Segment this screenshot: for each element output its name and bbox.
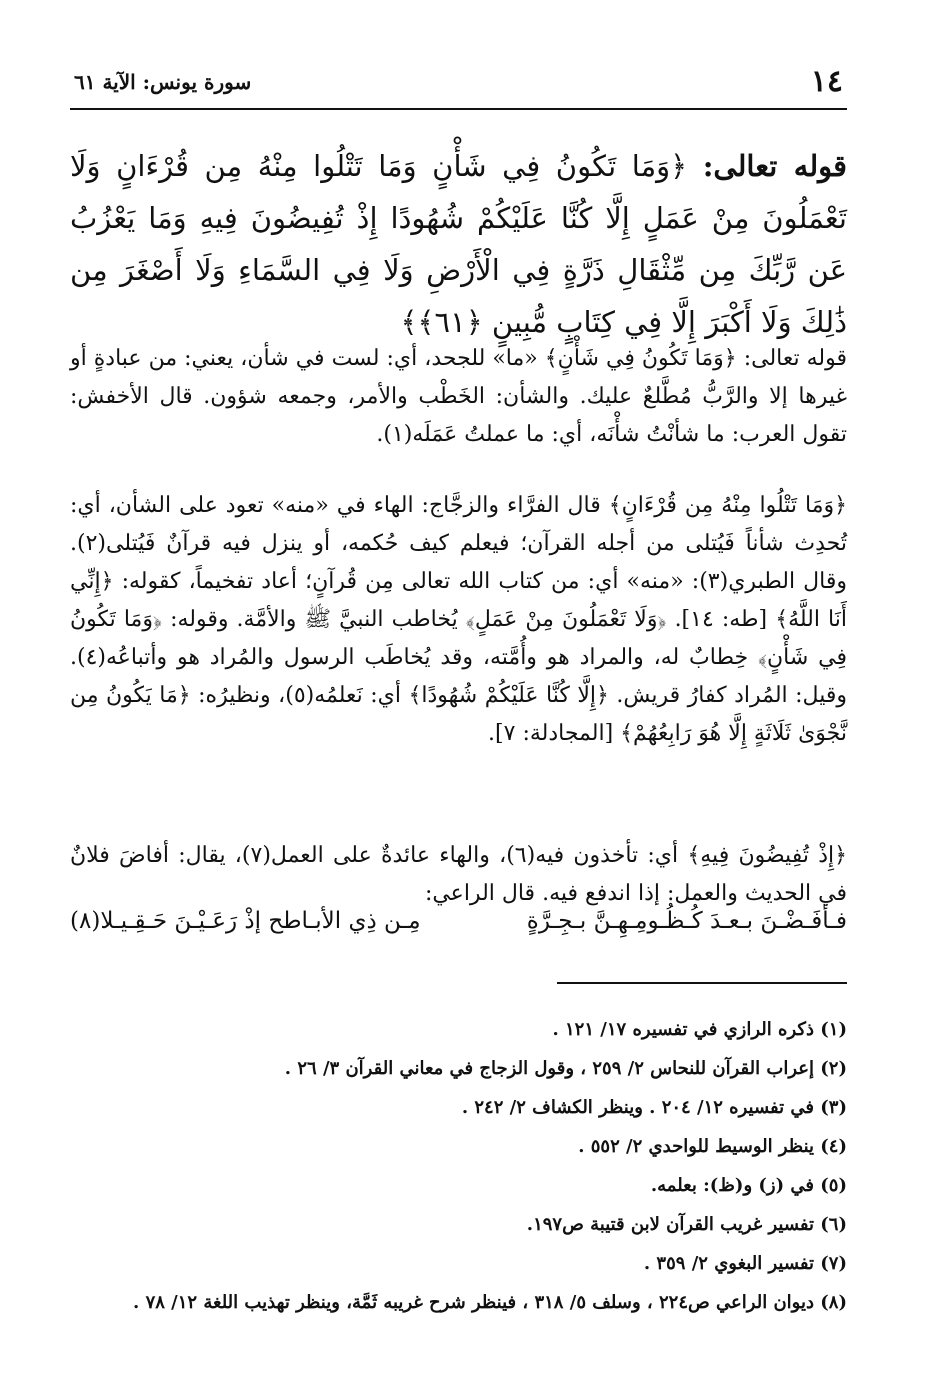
footnotes-list bbox=[70, 1010, 847, 1322]
footnote: (٣) في تفسيره ١٢/ ٢٠٤ . وينظر الكشاف ٢/ ٢٤٢ . bbox=[461, 1097, 847, 1118]
footnote-separator bbox=[557, 982, 847, 984]
poetry-verse bbox=[70, 908, 847, 952]
page-header bbox=[70, 62, 847, 110]
footnote: (٦) تفسير غريب القرآن لابن قتيبة ص١٩٧. bbox=[526, 1214, 847, 1235]
footnote: (٤) ينظر الوسيط للواحدي ٢/ ٥٥٢ . bbox=[578, 1136, 847, 1157]
verse-intro: قوله تعالى: bbox=[702, 149, 848, 183]
verse-text: ﴿وَمَا تَكُونُ فِي شَأْنٍ وَمَا تَتْلُوا مِنْهُ مِن قُرْءَانٍ وَلَا تَعْمَلُونَ مِنْ عَمَلٍ إِلَّا كُنَّا عَلَيْكُمْ شُهُودًا إِذْ تُفِيضُونَ فِيهِ وَمَا يَعْزُبُ عَن رَّبِّكَ مِن مِّثْقَالِ ذَرَّةٍ فِي الْأَرْضِ وَلَا فِي السَّمَاءِ وَلَا أَصْغَرَ مِن ذَٰلِكَ وَلَا أَكْبَرَ إِلَّا فِي كِتَابٍ مُّبِينٍ ﴿٦١﴾﴾ bbox=[70, 149, 847, 339]
quran-verse bbox=[70, 140, 847, 348]
poem-hemistich-2: مِـن ذِي الأبـاطح إذْ رَعَـيْـنَ حَـقِـيـلا(٨) bbox=[70, 908, 421, 934]
poem-hemistich-1: فـأفَـضْـنَ بـعـدَ كُـظُـومِـهِـنَّ بـجِـرَّةٍ bbox=[526, 908, 847, 934]
commentary-paragraph-1: قوله تعالى: ﴿وَمَا تَكُونُ فِي شَأْنٍ﴾ «ما» للجحد، أي: لست في شأن، يعني: من عبادةٍ أو غيرها إلا والرَّبُّ مُطَّلعٌ عليك. والشأن: الخَطْب والأمر، وجمعه شؤون. قال الأخفش: تقول العرب: ما شأنْتُ شأْنَه، أي: ما عملتُ عَمَلَه(١). bbox=[70, 346, 847, 447]
footnote: (٧) تفسير البغوي ٢/ ٣٥٩ . bbox=[643, 1253, 847, 1274]
footnote: (٢) إعراب القرآن للنحاس ٢/ ٢٥٩ ، وقول الزجاج في معاني القرآن ٣/ ٢٦ . bbox=[284, 1058, 847, 1079]
page-number: ١٤ bbox=[810, 64, 843, 99]
commentary-paragraph-3: ﴿إِذْ تُفِيضُونَ فِيهِ﴾ أي: تأخذون فيه(٦)، والهاء عائدةٌ على العمل(٧)، يقال: أفاضَ فلانٌ في الحديث والعمل: إذا اندفع فيه. قال الراعي: bbox=[70, 843, 847, 906]
footnote: (٨) ديوان الراعي ص٢٢٤ ، وسلف ٥/ ٣١٨ ، فينظر شرح غريبه ثَمَّة، وينظر تهذيب اللغة ١٢/ ٧٨ . bbox=[133, 1292, 847, 1313]
footnote: (١) ذكره الرازي في تفسيره ١٧/ ١٢١ . bbox=[552, 1019, 847, 1040]
running-title: سورة يونس: الآية ٦١ bbox=[74, 70, 252, 94]
commentary-paragraph-2: ﴿وَمَا تَتْلُوا مِنْهُ مِن قُرْءَانٍ﴾ قال الفرَّاء والزجَّاج: الهاء في «منه» تعود على الشأن، أي: تُحدِث شأناً فَيُتلى من أجله القرآن؛ فيعلم كيف حُكمه، أو ينزل فيه قرآنٌ فَيُتلى(٢). وقال الطبري(٣): «منه» أي: من كتاب الله تعالى مِن قُرآنٍ؛ أعاد تفخيماً، كقوله: ﴿إِنِّي أَنَا اللَّهُ﴾ [طه: ١٤]. ﴿وَلَا تَعْمَلُونَ مِنْ عَمَلٍ﴾ يُخاطب النبيَّ ﷺ والأمَّة. وقوله: ﴿وَمَا تَكُونُ فِي شَأْنٍ﴾ خِطابٌ له، والمراد هو وأُمَّته، وقد يُخاطَب الرسول والمُراد هو وأتباعُه(٤). وقيل: المُراد كفارُ قريش. ﴿إِلَّا كُنَّا عَلَيْكُمْ شُهُودًا﴾ أي: نَعلمُه(٥)، ونظيرُه: ﴿مَا يَكُونُ مِن نَّجْوَىٰ ثَلَاثَةٍ إِلَّا هُوَ رَابِعُهُمْ﴾ [المجادلة: ٧]. bbox=[70, 493, 848, 746]
footnote: (٥) في (ز) و(ظ): بعلمه. bbox=[650, 1175, 847, 1196]
